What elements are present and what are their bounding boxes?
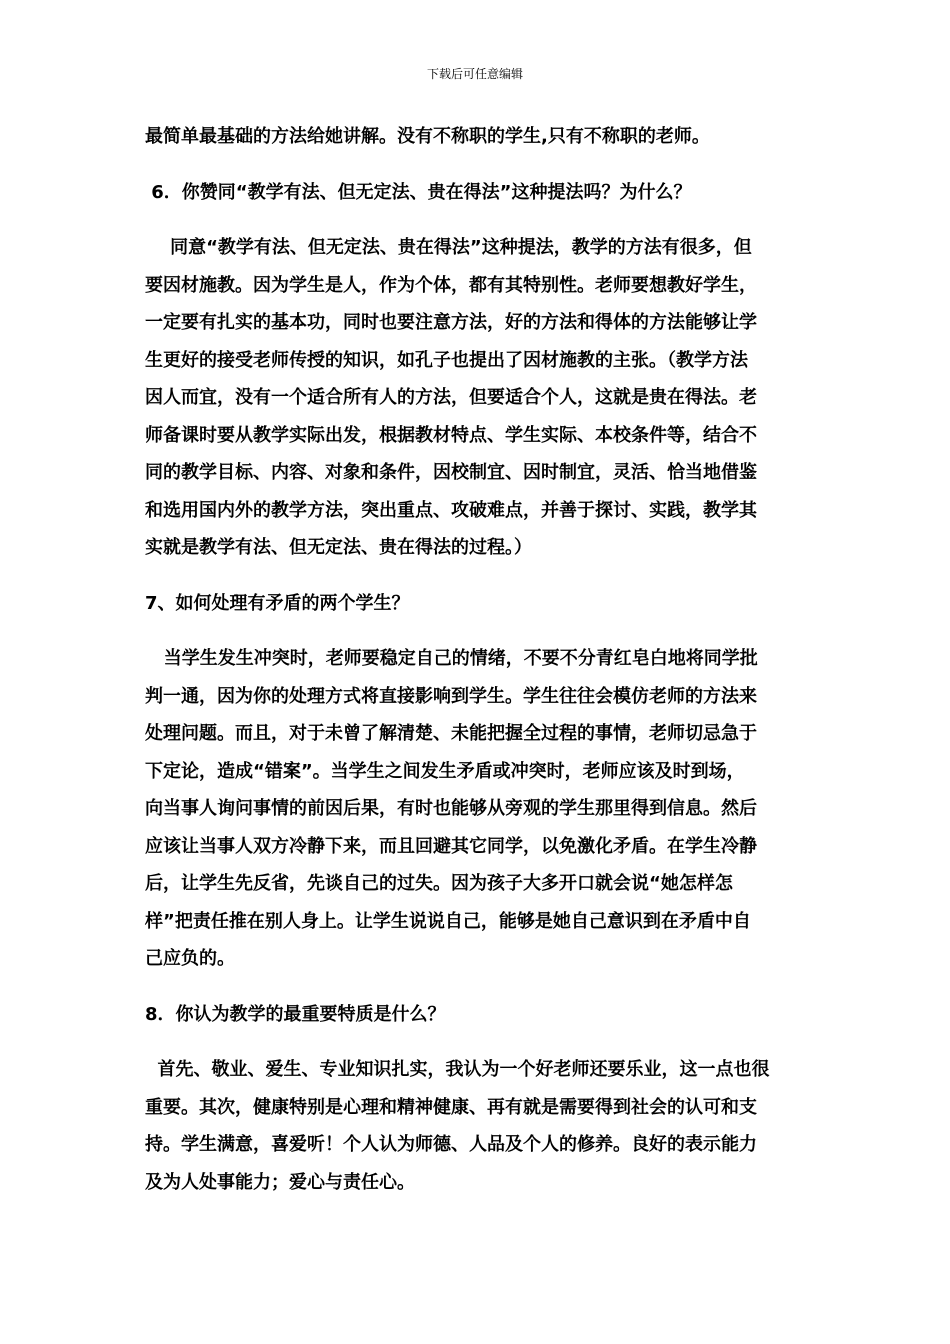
page-header: 下载后可任意编辑 (426, 67, 523, 81)
text-line: 一定要有扎实的基本功，同时也要注意方法，好的方法和得体的方法能够让学 (145, 312, 757, 333)
text-line: 处理问题。而且，对于未曾了解清楚、未能把握全过程的事情，老师切忌急于 (145, 723, 757, 744)
question-heading (145, 585, 810, 623)
text-line: 下定论，造成“错案”。当学生之间发生矛盾或冲突时，老师应该及时到场， (145, 760, 745, 782)
text-line: 7、如何处理有矛盾的两个学生？ (145, 592, 410, 614)
text-line: 同意“教学有法、但无定法、贵在得法”这种提法，教学的方法有很多，但 (145, 237, 752, 258)
text-line: 6．你赞同“教学有法、但无定法、贵在得法”这种提法吗？为什么？ (145, 181, 692, 203)
text-line: 生更好的接受老师传授的知识，如孔子也提出了因材施教的主张。（教学方法 (145, 349, 748, 371)
text-line: 样”把责任推在别人身上。让学生说说自己，能够是她自己意识到在矛盾中自 (145, 910, 751, 932)
text-line: 向当事人询问事情的前因后果，有时也能够从旁观的学生那里得到信息。然后 (145, 798, 757, 819)
paragraph (145, 640, 810, 978)
text-line: 和选用国内外的教学方法，突出重点、攻破难点，并善于探讨、实践，教学其 (145, 499, 757, 521)
text-line: 师备课时要从教学实际出发，根据教材特点、学生实际、本校条件等，结合不 (145, 424, 757, 446)
question-heading (145, 174, 810, 212)
question-heading (145, 996, 810, 1034)
text-line: 持。学生满意，喜爱听！个人认为师德、人品及个人的修养。良好的表示能力 (145, 1134, 757, 1155)
paragraph (145, 229, 810, 567)
text-line: 最简单最基础的方法给她讲解。没有不称职的学生,只有不称职的老师。 (145, 126, 710, 147)
paragraph (145, 118, 810, 156)
text-line: 8．你认为教学的最重要特质是什么？ (145, 1003, 446, 1025)
text-line: 当学生发生冲突时，老师要稳定自己的情绪，不要不分青红皂白地将同学批 (145, 648, 758, 669)
text-line: 要因材施教。因为学生是人，作为个体，都有其特别性。老师要想教好学生， (145, 274, 757, 296)
document-body (145, 118, 810, 1219)
text-line: 判一通，因为你的处理方式将直接影响到学生。学生往往会模仿老师的方法来 (145, 685, 757, 707)
text-line: 实就是教学有法、但无定法、贵在得法的过程。） (145, 537, 532, 558)
paragraph (145, 1051, 810, 1201)
text-line: 后，让学生先反省，先谈自己的过失。因为孩子大多开口就会说“她怎样怎 (145, 873, 733, 894)
text-line: 及为人处事能力；爱心与责任心。 (145, 1171, 415, 1193)
text-line: 重要。其次，健康特别是心理和精神健康、再有就是需要得到社会的认可和支 (145, 1096, 757, 1118)
text-line: 同的教学目标、内容、对象和条件，因校制宜、因时制宜，灵活、恰当地借鉴 (145, 462, 757, 483)
text-line: 己应负的。 (145, 948, 235, 969)
text-line: 应该让当事人双方冷静下来，而且回避其它同学，以免激化矛盾。在学生冷静 (145, 835, 757, 857)
text-line: 首先、敬业、爱生、专业知识扎实，我认为一个好老师还要乐业，这一点也很 (145, 1059, 770, 1080)
text-line: 因人而宜，没有一个适合所有人的方法，但要适合个人，这就是贵在得法。老 (145, 387, 757, 408)
